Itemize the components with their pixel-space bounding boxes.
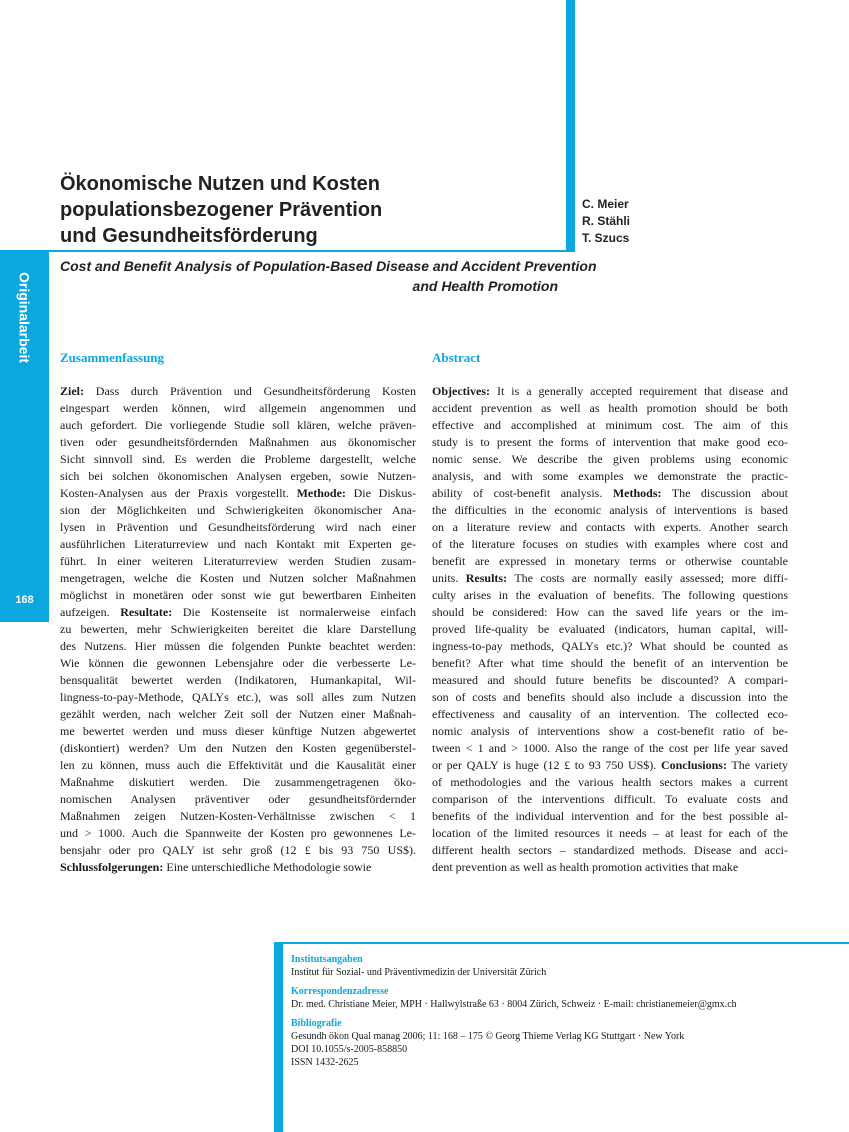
text-line [60, 638, 416, 655]
correspondence-text: Dr. med. Christiane Meier, MPH · Hallwylstraße 63 · 8004 Zürich, Schweiz · E-mail: christianemeier@gmx.ch [291, 999, 737, 1010]
text-segment: effectiveness and causality of an intervention. The collected eco- [432, 707, 788, 721]
text-segment: Dass durch Prävention und Gesundheitsförderung Kosten [84, 384, 416, 398]
english-title [60, 256, 597, 296]
text-segment: accident prevention as well as health promotion should be both [432, 401, 788, 415]
text-line [60, 672, 416, 689]
article-type-label: Originalarbeit [16, 272, 33, 364]
section-label: Ziel: [60, 384, 84, 398]
correspondence-block [291, 985, 839, 1011]
text-segment: The variety [726, 758, 788, 772]
text-line [60, 400, 416, 417]
text-line [60, 723, 416, 740]
text-line [60, 434, 416, 451]
text-segment: benefit are expressed in monetary terms or otherwise countable [432, 554, 788, 568]
text-line [60, 757, 416, 774]
accent-bar-bottom [274, 942, 283, 1132]
text-segment: nomic analysis of interventions show a cost-benefit ratio of be- [432, 724, 788, 738]
text-segment: und > 1000. Auch die Spannweite der Kosten pro gewonnenes Le- [60, 826, 416, 840]
text-line [432, 757, 788, 774]
text-line [60, 621, 416, 638]
text-line [432, 859, 788, 876]
text-line [432, 774, 788, 791]
text-segment: tween < 1 and > 1000. Also the range of the cost per life year saved [432, 741, 788, 755]
text-line [60, 417, 416, 434]
text-segment: Maßnahmen zeigen Nutzen-Kosten-Verhältnisse zwischen < 1 [60, 809, 416, 823]
text-line [432, 791, 788, 808]
info-rule [283, 942, 849, 944]
text-segment: The discussion about [661, 486, 788, 500]
section-label: Methode: [296, 486, 346, 500]
text-segment: Wie können die gewonnen Lebensjahre oder die verbesserte Le- [60, 656, 416, 670]
text-line [432, 570, 788, 587]
text-segment: auch gefordert. Die vorliegende Studie soll klären, welche präven- [60, 418, 416, 432]
text-line [432, 553, 788, 570]
text-segment: It is a generally accepted requirement that disease and [489, 384, 788, 398]
text-line [60, 689, 416, 706]
text-segment: Die Kostenseite ist normalerweise einfach [172, 605, 416, 619]
text-line [60, 570, 416, 587]
german-summary-text [60, 383, 416, 876]
text-segment: sich bei solchen ökonomischen Analysen ergeben, sowie Nutzen- [60, 469, 416, 483]
text-segment: zu bewerten, mehr Schwierigkeiten bereitet die klare Darstellung [60, 622, 416, 636]
text-line [432, 604, 788, 621]
text-segment: effective and accomplished at minimum cost. The aim of this [432, 418, 788, 432]
author-name: C. Meier [582, 197, 629, 211]
title-line: populationsbezogener Prävention [60, 199, 383, 221]
text-segment: benefits of the individual intervention and for the best possible al- [432, 809, 788, 823]
article-title [60, 171, 560, 249]
text-line [60, 808, 416, 825]
text-segment: the difficulties in the economic analysis of interventions is based [432, 503, 788, 517]
institution-text: Institut für Sozial- und Präventivmedizin der Universität Zürich [291, 967, 547, 978]
text-line [432, 655, 788, 672]
text-line [60, 706, 416, 723]
author-list [582, 196, 630, 247]
text-line [432, 383, 788, 400]
text-line [432, 621, 788, 638]
text-line [432, 689, 788, 706]
section-label: Resultate: [120, 605, 173, 619]
text-segment: comparison of the interventions difficult. To evaluate costs and [432, 792, 788, 806]
text-line [432, 502, 788, 519]
text-segment: different health sectors – standardized methods. Disease and acci- [432, 843, 788, 857]
text-line [432, 808, 788, 825]
text-segment: gezählt werden, nach welcher Zeit soll der Nutzen einer Maßnah- [60, 707, 416, 721]
text-line [60, 842, 416, 859]
bibliography-line: ISSN 1432-2625 [291, 1057, 359, 1068]
bibliography-line: DOI 10.1055/s-2005-858850 [291, 1044, 408, 1055]
text-segment: me bewertet werden und muss dieser künftige Nutzen abgewertet [60, 724, 416, 738]
text-segment: (diskontiert) werden? Um den Nutzen den Kosten gegenüberstel- [60, 741, 416, 755]
text-line [60, 825, 416, 842]
text-line [432, 451, 788, 468]
text-segment: sion der Möglichkeiten und Schwierigkeiten ökonomischer Ana- [60, 503, 416, 517]
abstract-heading: Abstract [432, 350, 481, 365]
bibliography-label: Bibliografie [291, 1018, 342, 1029]
text-segment: Maßnahme diskutiert werden. Die zusammengetragenen öko- [60, 775, 416, 789]
text-line [432, 825, 788, 842]
correspondence-label: Korrespondenzadresse [291, 986, 389, 997]
subtitle-line: Cost and Benefit Analysis of Population-Based Disease and Accident Prevention [60, 258, 597, 274]
text-segment: tiven oder gesundheitsfördernden Maßnahmen aus ökonomischer [60, 435, 416, 449]
text-segment: nomic sense. We describe the given problems using economic [432, 452, 788, 466]
text-line [432, 842, 788, 859]
text-line [60, 485, 416, 502]
text-segment: of methodologies and the various health sectors makes a current [432, 775, 788, 789]
text-line [60, 502, 416, 519]
text-line [432, 400, 788, 417]
text-segment: lysen in Prävention und Gesundheitsförderung wird nach einer [60, 520, 416, 534]
text-line [432, 417, 788, 434]
subtitle-line: and Health Promotion [412, 278, 558, 294]
author-name: T. Szucs [582, 231, 630, 245]
text-line [432, 740, 788, 757]
text-segment: führt. In einer weiteren Literaturreview werden Studien zusam- [60, 554, 416, 568]
title-line: und Gesundheitsförderung [60, 225, 318, 247]
text-line [432, 638, 788, 655]
text-line [60, 383, 416, 400]
text-line [432, 672, 788, 689]
text-segment: Eine unterschiedliche Methodologie sowie [163, 860, 372, 874]
text-segment: aufzeigen. [60, 605, 121, 619]
english-abstract-text [432, 383, 788, 876]
section-label: Schlussfolgerungen: [60, 860, 164, 874]
text-segment: bensqualität bewertet werden (Indikatoren, Humankapital, Wil- [60, 673, 416, 687]
text-line [60, 587, 416, 604]
text-line [432, 519, 788, 536]
author-name: R. Stähli [582, 214, 631, 228]
text-segment: nomischen Analysen präventiver oder gesundheitsfördernder [60, 792, 416, 806]
bibliography-block [291, 1017, 839, 1069]
text-segment: ausführlichen Literaturreview und nach Kontakt mit Experten ge- [60, 537, 416, 551]
text-line [60, 604, 416, 621]
section-label: Results: [465, 571, 508, 585]
text-segment: son of costs and benefits should also include a discussion into the [432, 690, 788, 704]
text-segment: on a literature review and contacts with experts. Another search [432, 520, 788, 534]
text-line [60, 791, 416, 808]
text-line [60, 655, 416, 672]
text-segment: measured and should future benefits be discounted? A compari- [432, 673, 788, 687]
text-segment: location of the limited resources it needs – at least for each of the [432, 826, 788, 840]
text-line [432, 468, 788, 485]
institution-label: Institutsangaben [291, 954, 363, 965]
text-segment: study is to present the forms of intervention that make good eco- [432, 435, 788, 449]
article-info-box [291, 953, 839, 1075]
text-segment: proved life-quality be evaluated (indicators, human capital, will- [432, 622, 788, 636]
zusammenfassung-heading: Zusammenfassung [60, 350, 165, 365]
text-line [60, 774, 416, 791]
section-label: Objectives: [432, 384, 490, 398]
text-segment: culty arises in the evaluation of benefits. The following questions [432, 588, 788, 602]
text-segment: bensjahr oder pro QALY ist sehr groß (12 £ bis 93 750 US$). [60, 843, 416, 857]
text-line [60, 468, 416, 485]
text-segment: lingness-to-pay-Methode, QALYs etc.), was soll alles zum Nutzen [60, 690, 416, 704]
text-segment: eingespart werden können, wird allgemein angenommen und [60, 401, 416, 415]
text-line [60, 859, 416, 876]
text-line [60, 536, 416, 553]
text-line [60, 451, 416, 468]
text-segment: Die Diskus- [345, 486, 416, 500]
text-segment: dent prevention as well as health promotion activities that make [432, 860, 739, 874]
text-segment: mengetragen, welche die Kosten und Nutzen solcher Maßnahmen [60, 571, 416, 585]
text-line [432, 723, 788, 740]
text-line [432, 485, 788, 502]
text-line [60, 740, 416, 757]
text-line [60, 519, 416, 536]
text-segment: ingness-to-pay methods, QALYs etc.)? What should be counted as [432, 639, 788, 653]
text-line [432, 434, 788, 451]
text-segment: Sicht sinnvoll sind. Es werden die Probleme dargestellt, welche [60, 452, 416, 466]
text-segment: analysis, and with some examples we demonstrate the practic- [432, 469, 788, 483]
institution-block [291, 953, 839, 979]
text-line [432, 536, 788, 553]
text-segment: Kosten-Analysen aus der Praxis vorgestellt. [60, 486, 297, 500]
section-label: Conclusions: [660, 758, 727, 772]
text-line [432, 587, 788, 604]
page-number: 168 [15, 594, 34, 606]
bibliography-line: Gesundh ökon Qual manag 2006; 11: 168 – 175 © Georg Thieme Verlag KG Stuttgart · New York [291, 1031, 685, 1042]
title-line: Ökonomische Nutzen und Kosten [60, 173, 381, 195]
accent-bar-top [566, 0, 575, 252]
text-segment: möglichst in monetären oder sonst wie gut bewertbaren Einheiten [60, 588, 416, 602]
text-segment: benefit? After what time should the benefit of an intervention be [432, 656, 788, 670]
text-segment: or per QALY is huge (12 £ to 93 750 US$). [432, 758, 661, 772]
text-segment: The costs are normally easily assessed; more diffi- [507, 571, 788, 585]
text-segment: des Nutzens. Hier müssen die folgenden Punkte beachtet werden: [60, 639, 416, 653]
title-rule [48, 250, 572, 252]
text-segment: units. [432, 571, 466, 585]
text-line [432, 706, 788, 723]
text-segment: of the literature focuses on studies with examples where cost and [432, 537, 788, 551]
text-segment: should be considered: How can the saved life years or the im- [432, 605, 788, 619]
section-label: Methods: [612, 486, 662, 500]
text-segment: ability of cost-benefit analysis. [432, 486, 613, 500]
text-line [60, 553, 416, 570]
text-segment: len zu können, muss auch die Effektivität und die Kausalität einer [60, 758, 416, 772]
